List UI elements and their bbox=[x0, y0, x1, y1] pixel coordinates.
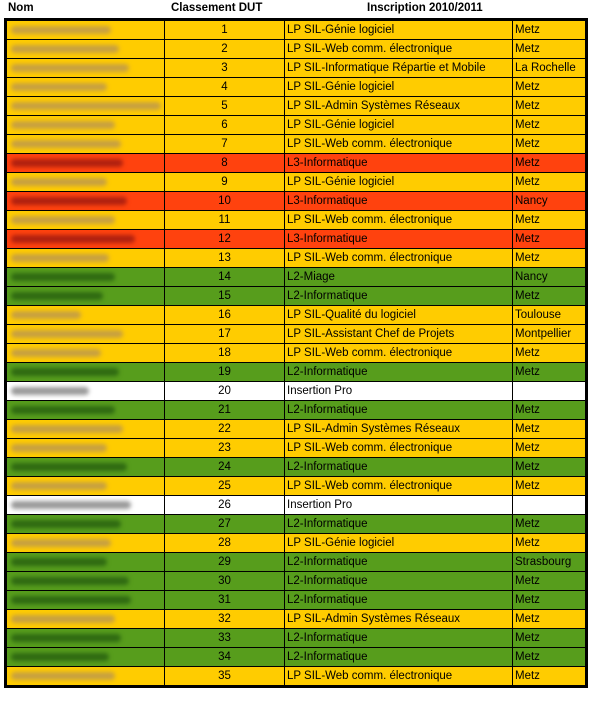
rank-cell: 1 bbox=[165, 20, 285, 40]
city-cell: Metz bbox=[513, 20, 587, 40]
rank-cell: 14 bbox=[165, 268, 285, 287]
rank-cell: 16 bbox=[165, 306, 285, 325]
table-row bbox=[6, 534, 587, 553]
redacted-name bbox=[11, 216, 115, 224]
table-row bbox=[6, 515, 587, 534]
name-cell bbox=[6, 135, 165, 154]
rank-cell: 34 bbox=[165, 648, 285, 667]
city-cell: Metz bbox=[513, 249, 587, 268]
city-cell: Metz bbox=[513, 78, 587, 97]
table-row bbox=[6, 268, 587, 287]
table-row bbox=[6, 382, 587, 401]
redacted-name bbox=[11, 577, 129, 585]
ranking-table bbox=[4, 18, 588, 688]
name-cell bbox=[6, 363, 165, 382]
rank-cell: 12 bbox=[165, 230, 285, 249]
formation-cell: L2-Informatique bbox=[285, 287, 513, 306]
city-cell: Metz bbox=[513, 420, 587, 439]
redacted-name bbox=[11, 45, 119, 53]
table-row bbox=[6, 363, 587, 382]
city-cell: Metz bbox=[513, 287, 587, 306]
name-cell bbox=[6, 268, 165, 287]
redacted-name bbox=[11, 26, 111, 34]
redacted-name bbox=[11, 178, 107, 186]
table-row bbox=[6, 325, 587, 344]
name-cell bbox=[6, 287, 165, 306]
formation-cell: L2-Informatique bbox=[285, 572, 513, 591]
name-cell bbox=[6, 173, 165, 192]
city-cell: Metz bbox=[513, 610, 587, 629]
rank-cell: 4 bbox=[165, 78, 285, 97]
redacted-name bbox=[11, 672, 115, 680]
rank-cell: 24 bbox=[165, 458, 285, 477]
city-cell: Metz bbox=[513, 439, 587, 458]
formation-cell: L2-Informatique bbox=[285, 648, 513, 667]
redacted-name bbox=[11, 558, 107, 566]
table-row bbox=[6, 439, 587, 458]
city-cell: Metz bbox=[513, 515, 587, 534]
city-cell: Metz bbox=[513, 534, 587, 553]
table-row bbox=[6, 154, 587, 173]
table-row bbox=[6, 591, 587, 610]
formation-cell: Insertion Pro bbox=[285, 382, 513, 401]
rank-cell: 15 bbox=[165, 287, 285, 306]
table-row bbox=[6, 173, 587, 192]
name-cell bbox=[6, 382, 165, 401]
rank-cell: 17 bbox=[165, 325, 285, 344]
name-cell bbox=[6, 344, 165, 363]
city-cell: Metz bbox=[513, 572, 587, 591]
city-cell: Montpellier bbox=[513, 325, 587, 344]
rank-cell: 11 bbox=[165, 211, 285, 230]
name-cell bbox=[6, 401, 165, 420]
city-cell: Metz bbox=[513, 230, 587, 249]
formation-cell: LP SIL-Web comm. électronique bbox=[285, 40, 513, 59]
name-cell bbox=[6, 59, 165, 78]
city-cell: Metz bbox=[513, 629, 587, 648]
name-cell bbox=[6, 78, 165, 97]
rank-cell: 30 bbox=[165, 572, 285, 591]
formation-cell: L3-Informatique bbox=[285, 154, 513, 173]
city-cell bbox=[513, 382, 587, 401]
city-cell: Metz bbox=[513, 458, 587, 477]
table-row bbox=[6, 667, 587, 687]
city-cell: Metz bbox=[513, 363, 587, 382]
formation-cell: LP SIL-Admin Systèmes Réseaux bbox=[285, 610, 513, 629]
table-row bbox=[6, 458, 587, 477]
formation-cell: LP SIL-Web comm. électronique bbox=[285, 211, 513, 230]
name-cell bbox=[6, 496, 165, 515]
name-cell bbox=[6, 325, 165, 344]
name-cell bbox=[6, 230, 165, 249]
city-cell bbox=[513, 496, 587, 515]
table-row bbox=[6, 572, 587, 591]
city-cell: Metz bbox=[513, 648, 587, 667]
formation-cell: L2-Miage bbox=[285, 268, 513, 287]
table-row bbox=[6, 211, 587, 230]
table-row bbox=[6, 230, 587, 249]
formation-cell: L2-Informatique bbox=[285, 515, 513, 534]
formation-cell: LP SIL-Web comm. électronique bbox=[285, 667, 513, 687]
name-cell bbox=[6, 534, 165, 553]
redacted-name bbox=[11, 501, 131, 509]
table-row bbox=[6, 59, 587, 78]
redacted-name bbox=[11, 406, 115, 414]
table-header bbox=[0, 0, 589, 18]
city-cell: Strasbourg bbox=[513, 553, 587, 572]
name-cell bbox=[6, 116, 165, 135]
table-row bbox=[6, 40, 587, 59]
name-cell bbox=[6, 572, 165, 591]
formation-cell: LP SIL-Web comm. électronique bbox=[285, 477, 513, 496]
name-cell bbox=[6, 553, 165, 572]
name-cell bbox=[6, 629, 165, 648]
redacted-name bbox=[11, 349, 101, 357]
formation-cell: LP SIL-Informatique Répartie et Mobile bbox=[285, 59, 513, 78]
table-row bbox=[6, 610, 587, 629]
redacted-name bbox=[11, 520, 121, 528]
name-cell bbox=[6, 420, 165, 439]
formation-cell: LP SIL-Génie logiciel bbox=[285, 173, 513, 192]
redacted-name bbox=[11, 197, 127, 205]
name-cell bbox=[6, 306, 165, 325]
redacted-name bbox=[11, 634, 121, 642]
table-row bbox=[6, 78, 587, 97]
formation-cell: L3-Informatique bbox=[285, 230, 513, 249]
name-cell bbox=[6, 192, 165, 211]
rank-cell: 19 bbox=[165, 363, 285, 382]
name-cell bbox=[6, 211, 165, 230]
rank-cell: 22 bbox=[165, 420, 285, 439]
city-cell: Metz bbox=[513, 344, 587, 363]
city-cell: Metz bbox=[513, 97, 587, 116]
redacted-name bbox=[11, 463, 127, 471]
table-row bbox=[6, 648, 587, 667]
table-row bbox=[6, 496, 587, 515]
formation-cell: LP SIL-Génie logiciel bbox=[285, 20, 513, 40]
rank-cell: 2 bbox=[165, 40, 285, 59]
city-cell: Metz bbox=[513, 173, 587, 192]
city-cell: Metz bbox=[513, 135, 587, 154]
redacted-name bbox=[11, 387, 89, 395]
name-cell bbox=[6, 458, 165, 477]
redacted-name bbox=[11, 273, 115, 281]
formation-cell: LP SIL-Assistant Chef de Projets bbox=[285, 325, 513, 344]
city-cell: Metz bbox=[513, 154, 587, 173]
table-row bbox=[6, 420, 587, 439]
rank-cell: 31 bbox=[165, 591, 285, 610]
table-row bbox=[6, 629, 587, 648]
name-cell bbox=[6, 591, 165, 610]
header-nom: Nom bbox=[8, 2, 34, 14]
name-cell bbox=[6, 667, 165, 687]
rank-cell: 20 bbox=[165, 382, 285, 401]
city-cell: Nancy bbox=[513, 192, 587, 211]
header-inscription: Inscription 2010/2011 bbox=[367, 2, 483, 14]
city-cell: Metz bbox=[513, 477, 587, 496]
rank-cell: 9 bbox=[165, 173, 285, 192]
formation-cell: Insertion Pro bbox=[285, 496, 513, 515]
rank-cell: 7 bbox=[165, 135, 285, 154]
formation-cell: LP SIL-Génie logiciel bbox=[285, 78, 513, 97]
redacted-name bbox=[11, 482, 107, 490]
rank-cell: 5 bbox=[165, 97, 285, 116]
city-cell: Metz bbox=[513, 401, 587, 420]
formation-cell: LP SIL-Web comm. électronique bbox=[285, 344, 513, 363]
city-cell: Nancy bbox=[513, 268, 587, 287]
city-cell: Metz bbox=[513, 211, 587, 230]
redacted-name bbox=[11, 444, 107, 452]
formation-cell: LP SIL-Web comm. électronique bbox=[285, 249, 513, 268]
rank-cell: 10 bbox=[165, 192, 285, 211]
redacted-name bbox=[11, 102, 161, 110]
formation-cell: L2-Informatique bbox=[285, 553, 513, 572]
formation-cell: L2-Informatique bbox=[285, 401, 513, 420]
city-cell: Toulouse bbox=[513, 306, 587, 325]
city-cell: Metz bbox=[513, 40, 587, 59]
table-row bbox=[6, 401, 587, 420]
city-cell: La Rochelle bbox=[513, 59, 587, 78]
name-cell bbox=[6, 40, 165, 59]
table-row bbox=[6, 192, 587, 211]
rank-cell: 33 bbox=[165, 629, 285, 648]
redacted-name bbox=[11, 539, 111, 547]
table-row bbox=[6, 249, 587, 268]
redacted-name bbox=[11, 254, 109, 262]
name-cell bbox=[6, 477, 165, 496]
rank-cell: 18 bbox=[165, 344, 285, 363]
table-row bbox=[6, 116, 587, 135]
rank-cell: 35 bbox=[165, 667, 285, 687]
redacted-name bbox=[11, 83, 107, 91]
rank-cell: 27 bbox=[165, 515, 285, 534]
redacted-name bbox=[11, 121, 115, 129]
table-row bbox=[6, 20, 587, 40]
table-row bbox=[6, 135, 587, 154]
name-cell bbox=[6, 249, 165, 268]
rank-cell: 6 bbox=[165, 116, 285, 135]
formation-cell: L2-Informatique bbox=[285, 591, 513, 610]
rank-cell: 32 bbox=[165, 610, 285, 629]
table-row bbox=[6, 97, 587, 116]
redacted-name bbox=[11, 653, 109, 661]
rank-cell: 26 bbox=[165, 496, 285, 515]
formation-cell: LP SIL-Web comm. électronique bbox=[285, 439, 513, 458]
redacted-name bbox=[11, 425, 123, 433]
rank-cell: 25 bbox=[165, 477, 285, 496]
redacted-name bbox=[11, 368, 119, 376]
rank-cell: 28 bbox=[165, 534, 285, 553]
name-cell bbox=[6, 648, 165, 667]
rank-cell: 21 bbox=[165, 401, 285, 420]
rank-cell: 29 bbox=[165, 553, 285, 572]
redacted-name bbox=[11, 311, 81, 319]
name-cell bbox=[6, 515, 165, 534]
formation-cell: LP SIL-Génie logiciel bbox=[285, 534, 513, 553]
name-cell bbox=[6, 154, 165, 173]
table-row bbox=[6, 344, 587, 363]
redacted-name bbox=[11, 615, 115, 623]
table-row bbox=[6, 287, 587, 306]
formation-cell: L2-Informatique bbox=[285, 629, 513, 648]
formation-cell: LP SIL-Génie logiciel bbox=[285, 116, 513, 135]
ranking-table-body bbox=[6, 20, 587, 687]
formation-cell: L2-Informatique bbox=[285, 458, 513, 477]
formation-cell: LP SIL-Admin Systèmes Réseaux bbox=[285, 97, 513, 116]
formation-cell: L2-Informatique bbox=[285, 363, 513, 382]
name-cell bbox=[6, 439, 165, 458]
formation-cell: LP SIL-Admin Systèmes Réseaux bbox=[285, 420, 513, 439]
table-row bbox=[6, 306, 587, 325]
redacted-name bbox=[11, 330, 123, 338]
name-cell bbox=[6, 20, 165, 40]
table-row bbox=[6, 553, 587, 572]
rank-cell: 23 bbox=[165, 439, 285, 458]
rank-cell: 3 bbox=[165, 59, 285, 78]
formation-cell: LP SIL-Web comm. électronique bbox=[285, 135, 513, 154]
redacted-name bbox=[11, 159, 123, 167]
rank-cell: 8 bbox=[165, 154, 285, 173]
redacted-name bbox=[11, 596, 131, 604]
header-classement: Classement DUT bbox=[171, 2, 263, 14]
redacted-name bbox=[11, 64, 129, 72]
city-cell: Metz bbox=[513, 591, 587, 610]
name-cell bbox=[6, 97, 165, 116]
city-cell: Metz bbox=[513, 116, 587, 135]
formation-cell: LP SIL-Qualité du logiciel bbox=[285, 306, 513, 325]
redacted-name bbox=[11, 235, 135, 243]
table-row bbox=[6, 477, 587, 496]
redacted-name bbox=[11, 140, 121, 148]
formation-cell: L3-Informatique bbox=[285, 192, 513, 211]
redacted-name bbox=[11, 292, 103, 300]
rank-cell: 13 bbox=[165, 249, 285, 268]
city-cell: Metz bbox=[513, 667, 587, 687]
name-cell bbox=[6, 610, 165, 629]
